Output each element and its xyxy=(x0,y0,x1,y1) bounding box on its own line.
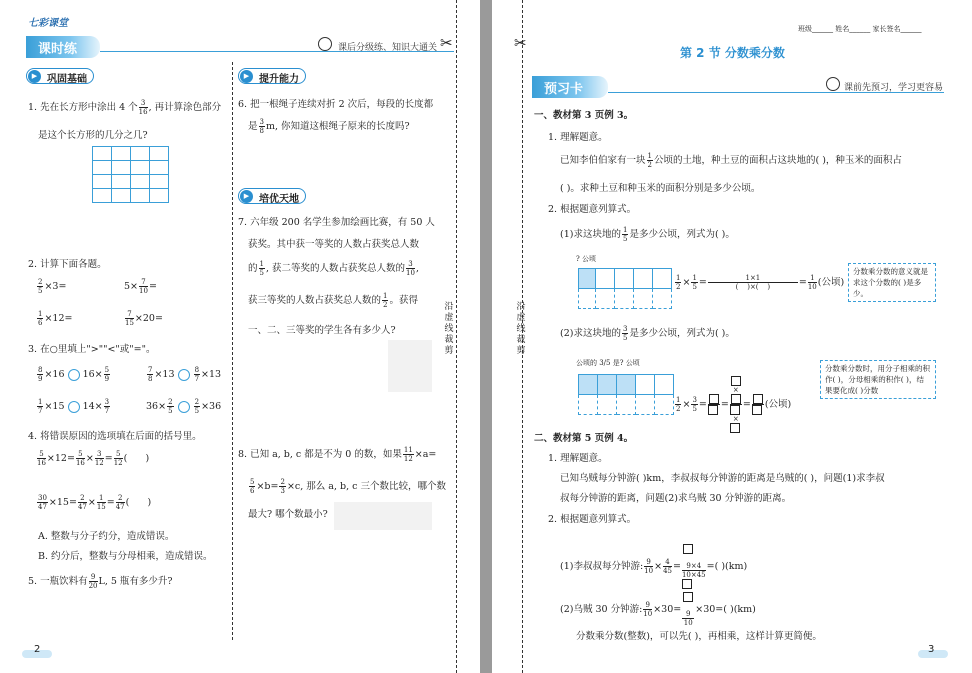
compare-circle[interactable] xyxy=(68,401,80,413)
q4-option-a: A. 整数与分子约分，造成错误。 xyxy=(38,531,175,542)
q8-line1 xyxy=(238,446,436,463)
eq1-unit: (公顷) xyxy=(817,277,845,288)
sub1-frac-num: 1 xyxy=(622,226,628,234)
summary: 分数乘分数(整数)，可以先( )，再相乘，这样计算更简便。 xyxy=(576,631,822,642)
sub2-b: 是多少公顷，列式为( )。 xyxy=(629,328,735,339)
q7-text-c: 的 xyxy=(248,263,258,274)
q7-text-e: , xyxy=(415,263,419,274)
sub2 xyxy=(560,325,735,342)
equation-1: $\frac{1}{2}$ × $\frac{1}{5}$ = 1×1 ( )×( ) = $\frac{1}{10}$ (公顷) xyxy=(676,274,845,291)
q8-text-d: ×c, 那么 a, b, c 三个数比较，哪个数 xyxy=(286,481,446,492)
top-fields[interactable]: 班级______ 姓名______ 家长签名______ xyxy=(798,25,922,33)
cut-line-label: 沿虚线裁剪 xyxy=(516,302,526,356)
q7-text-g: 。获得 xyxy=(389,295,418,306)
q7-frac1-den: 5 xyxy=(259,269,264,277)
q1-text-a: 1. 先在长方形中涂出 4 个 xyxy=(28,102,138,113)
play-icon: ▶ xyxy=(240,70,253,83)
part2-title: 二、教材第 5 页例 4。 xyxy=(534,433,634,444)
area-model-1 xyxy=(578,268,672,309)
text2-line2: 叔每分钟游的距离，问题(2)求乌贼 30 分钟游的距离。 xyxy=(560,493,792,504)
calc-num: 7 xyxy=(139,278,148,287)
calc-item xyxy=(36,310,72,327)
cut-line xyxy=(456,0,457,673)
q7-frac2-den: 10 xyxy=(406,269,415,277)
q6-frac-den: 8 xyxy=(259,127,264,135)
sub4-text: (2)乌贼 30 分钟游: xyxy=(560,604,643,615)
section-title: 第 2 节 分数乘分数 xyxy=(680,46,785,60)
compare-row: $\frac{1}{7}$ ×15 14× $\frac{3}{7}$ xyxy=(38,398,110,415)
q7-line2: 获奖。其中获一等奖的人数占获奖总人数 xyxy=(248,239,420,250)
q1-text-b: , 再计算涂色部分 xyxy=(148,102,222,113)
header-title: 预习卡 xyxy=(544,82,584,97)
q4-option-b: B. 约分后，整数与分母相乘，造成错误。 xyxy=(38,551,213,562)
sub1-a: (1)求这块地的 xyxy=(560,229,621,240)
q8-text-b: ×a= xyxy=(414,449,437,460)
section-improve xyxy=(238,68,306,84)
text1-line2: ( )。求种土豆和种玉米的面积分别是多少公顷。 xyxy=(560,183,761,194)
q1-fraction xyxy=(139,99,148,116)
q7-frac2-num: 3 xyxy=(406,260,415,269)
page-number-left: 2 xyxy=(34,644,41,655)
sub4: (2)乌贼 30 分钟游: $\frac{9}{10}$ ×30= 9 10 ×30=( )(km) xyxy=(560,592,756,627)
q6-line2 xyxy=(248,118,410,135)
q5 xyxy=(28,573,173,590)
q8-frac-den: 12 xyxy=(403,455,413,463)
q7-frac1-num: 1 xyxy=(259,260,264,268)
text1-line1 xyxy=(560,152,902,169)
calc-pre: 5× xyxy=(124,281,139,292)
step4: 2. 根据题意列算式。 xyxy=(548,514,637,525)
header-subtitle: 课前先预习，学习更容易 xyxy=(844,83,944,93)
compare-row: $\frac{8}{9}$ ×16 16× $\frac{5}{9}$ xyxy=(38,366,110,383)
header-subtitle: 课后分级练、知识大通关 xyxy=(338,43,438,53)
section-excellent xyxy=(238,188,306,204)
q5-frac-num: 9 xyxy=(89,573,98,582)
q6-text-c: m, 你知道这根绳子原来的长度吗? xyxy=(265,121,410,132)
q7-frac3-den: 2 xyxy=(383,301,388,309)
note-meaning: 分数乘分数的意义就是求这个分数的( )是多少。 xyxy=(848,263,936,302)
calc-den: 15 xyxy=(125,319,134,327)
bar2-label: 公顷的 3/5 是? 公顷 xyxy=(576,359,640,367)
section-basic xyxy=(26,68,94,84)
q8-text-c: ×b= xyxy=(256,481,279,492)
q6-line1: 6. 把一根绳子连续对折 2 次后，每段的长度都 xyxy=(238,99,434,110)
calc-num: 2 xyxy=(38,278,43,286)
q5-frac-den: 20 xyxy=(88,582,98,590)
step1: 1. 理解题意。 xyxy=(548,132,608,143)
q6-frac-num: 3 xyxy=(259,118,264,126)
watermark-box xyxy=(334,502,432,530)
section-excellent-label: 培优天地 xyxy=(259,194,299,205)
q1-line2: 是这个长方形的几分之几? xyxy=(38,130,148,141)
text1-frac-den: 2 xyxy=(647,161,652,169)
cut-line-label: 沿虚线裁剪 xyxy=(444,302,454,356)
brand-logo: 七彩课堂 xyxy=(28,18,68,29)
q7-line3 xyxy=(248,260,419,277)
calc-num: 7 xyxy=(125,310,134,319)
error-row-2: $\frac{30}{47}$ ×15= $\frac{2}{47}$ × $\frac{1}{15}$ = $\frac{2}{47}$ ( ) xyxy=(38,494,152,511)
q2-title: 2. 计算下面各题。 xyxy=(28,259,107,270)
q8-line3: 最大? 哪个数最小? xyxy=(248,509,328,520)
note-rule: 分数乘分数时，用分子相乘的积作( )，分母相乘的积作( )，结果要化成( )分数 xyxy=(820,360,936,399)
section-basic-label: 巩固基础 xyxy=(47,74,87,85)
calc-item xyxy=(36,278,66,295)
compare-row: $\frac{7}{8}$ ×13 $\frac{8}{7}$ ×13 xyxy=(148,366,222,383)
sub1 xyxy=(560,226,735,243)
q7-line1: 7. 六年级 200 名学生参加绘画比赛，有 50 人 xyxy=(238,217,435,228)
calc-num: 1 xyxy=(38,310,43,318)
calc-rest: ×3= xyxy=(44,281,67,292)
area-model-2 xyxy=(578,374,674,415)
sub1-frac-den: 5 xyxy=(622,235,628,243)
sub1-b: 是多少公顷，列式为( )。 xyxy=(629,229,735,240)
clock-icon xyxy=(826,77,840,91)
q5-text-a: 5. 一瓶饮料有 xyxy=(28,576,88,587)
sub3-unit: =( )(km) xyxy=(706,561,748,572)
q7-text-f: 获三等奖的人数占获奖总人数的 xyxy=(248,295,382,306)
error-row-1: $\frac{5}{16}$ ×12= $\frac{5}{16}$ × $\frac{3}{12}$ = $\frac{5}{12}$ ( ) xyxy=(37,450,150,467)
text1-frac-num: 1 xyxy=(647,152,652,160)
q7-line4 xyxy=(248,292,418,309)
bar1-label: ? 公顷 xyxy=(576,255,596,263)
sub2-frac-den: 5 xyxy=(622,334,628,342)
eq2-unit: (公顷) xyxy=(764,399,792,410)
q5-text-b: L, 5 瓶有多少升? xyxy=(98,576,173,587)
equation-2: $\frac{1}{2}$ × $\frac{3}{5}$ = = × × = (公顷) xyxy=(674,376,791,433)
q1-line1 xyxy=(28,99,221,116)
q7-frac3-num: 1 xyxy=(383,292,388,300)
calc-rest: ×20= xyxy=(134,313,163,324)
scissors-icon: ✂ xyxy=(514,34,527,52)
left-page xyxy=(0,0,480,673)
book-gutter xyxy=(480,0,492,673)
q7-line5: 一、二、三等奖的学生各有多少人? xyxy=(248,325,396,336)
q6-text-b: 是 xyxy=(248,121,258,132)
page-number-right: 3 xyxy=(928,644,935,655)
compare-circle[interactable] xyxy=(178,401,190,413)
compare-circle[interactable] xyxy=(68,369,80,381)
calc-item xyxy=(124,278,157,295)
sub4-unit: =( )(km) xyxy=(715,604,756,615)
column-divider xyxy=(232,62,233,640)
compare-circle[interactable] xyxy=(178,369,190,381)
calc-rest: ×12= xyxy=(44,313,73,324)
sub3-text: (1)李叔叔每分钟游: xyxy=(560,561,644,572)
compare-row: 36× $\frac{2}{5}$ $\frac{2}{5}$ ×36 xyxy=(146,398,222,415)
sub2-frac-num: 3 xyxy=(622,325,628,333)
rectangle-grid[interactable] xyxy=(92,146,169,203)
q8-line2: $\frac{5}{6}$ ×b= $\frac{2}{3}$ ×c, 那么 a, b, c 三个数比较，哪个数 xyxy=(250,478,446,495)
section-improve-label: 提升能力 xyxy=(259,74,299,85)
scissors-icon: ✂ xyxy=(440,34,453,52)
q8-text-a: 8. 已知 a, b, c 都是不为 0 的数，如果 xyxy=(238,449,402,460)
header-title: 课时练 xyxy=(38,42,78,57)
play-icon: ▶ xyxy=(240,190,253,203)
clock-icon xyxy=(318,37,332,51)
text1-a: 已知李伯伯家有一块 xyxy=(560,155,646,166)
part1-title: 一、教材第 3 页例 3。 xyxy=(534,110,634,121)
calc-den: 5 xyxy=(38,287,43,295)
q4-title: 4. 将错误原因的选项填在后面的括号里。 xyxy=(28,431,202,442)
calc-item xyxy=(124,310,163,327)
calc-den: 10 xyxy=(139,287,148,295)
q1-frac-num: 3 xyxy=(139,99,148,108)
step2: 2. 根据题意列算式。 xyxy=(548,204,637,215)
calc-den: 6 xyxy=(38,319,43,327)
q1-frac-den: 16 xyxy=(138,108,148,116)
sub2-a: (2)求这块地的 xyxy=(560,328,621,339)
text2-line1: 已知乌贼每分钟游( )km，李叔叔每分钟游的距离是乌贼的( )，问题(1)求李叔 xyxy=(560,473,885,484)
q8-frac-num: 11 xyxy=(403,446,413,454)
q3-title: 3. 在○里填上">""<"或"="。 xyxy=(28,344,156,355)
play-icon: ▶ xyxy=(28,70,41,83)
watermark-box xyxy=(388,340,432,392)
sub3: (1)李叔叔每分钟游: $\frac{9}{10}$ × $\frac{4}{45}$ = 9×4 10×45 =( )(km) xyxy=(560,544,747,589)
calc-rest: = xyxy=(148,281,157,292)
step3: 1. 理解题意。 xyxy=(548,453,608,464)
text1-b: 公顷的土地，种土豆的面积占这块地的( )，种玉米的面积占 xyxy=(653,155,902,166)
q7-text-d: , 获二等奖的人数占获奖总人数的 xyxy=(265,263,406,274)
right-page xyxy=(492,0,972,673)
